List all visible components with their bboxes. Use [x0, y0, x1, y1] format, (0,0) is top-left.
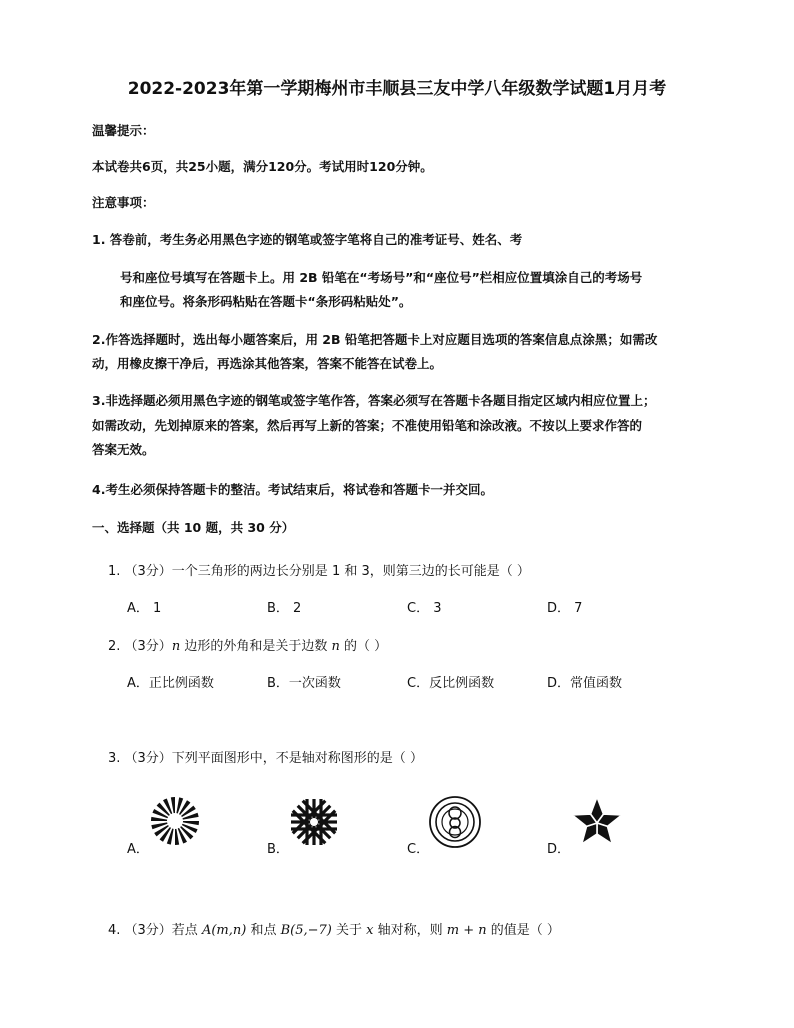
question-3-option-a[interactable]: A．	[127, 842, 149, 857]
concentric-circles-icon	[428, 795, 482, 849]
note-1-line-1: 1. 答卷前，考生务必用黑色字迹的钢笔或签字笔将自己的准考证号、姓名、考	[92, 232, 523, 247]
radial-sunburst-icon	[150, 796, 200, 846]
question-2-option-d[interactable]: D．常值函数	[547, 676, 623, 691]
question-2-option-b[interactable]: B．一次函数	[267, 676, 341, 691]
tips-heading: 温馨提示：	[92, 123, 155, 138]
question-3-option-b[interactable]: B．	[267, 842, 289, 857]
question-2-stem-mid: 边形的外角和是关于边数	[180, 639, 332, 654]
question-4-text: 关于	[331, 923, 367, 938]
note-1-line-2: 号和座位号填写在答题卡上。用 2B 铅笔在“考场号”和“座位号”栏相应位置填涂自己的考场号	[120, 270, 643, 285]
point-a: A(m,n)	[201, 923, 247, 938]
question-3-stem: 3. （3分）下列平面图形中，不是轴对称图形的是（ ）	[108, 751, 423, 766]
section-heading: 一、选择题（共 10 题，共 30 分）	[92, 520, 295, 535]
question-1-option-d[interactable]: D． 7	[547, 601, 583, 616]
question-4-text: 轴对称，则	[373, 923, 447, 938]
page-title: 2022-2023年第一学期梅州市丰顺县三友中学八年级数学试题1月月考	[127, 79, 667, 99]
note-1-line-3: 和座位号。将条形码粘贴在答题卡“条形码粘贴处”。	[120, 294, 412, 309]
question-4-stem	[108, 919, 560, 938]
question-2-stem-end: 的（ ）	[339, 639, 388, 654]
question-1-option-b[interactable]: B． 2	[267, 601, 302, 616]
tips-line: 本试卷共6页，共25小题，满分120分。考试用时120分钟。	[92, 159, 433, 174]
question-1-option-c[interactable]: C． 3	[407, 601, 442, 616]
note-2-line-2: 动，用橡皮擦干净后，再选涂其他答案，答案不能答在试卷上。	[92, 356, 443, 371]
asterisk-cluster-icon	[289, 797, 339, 847]
question-4-text: 的值是（ ）	[486, 923, 560, 938]
question-1-stem: 1. （3分）一个三角形的两边长分别是 1 和 3，则第三边的长可能是（ ）	[108, 564, 530, 579]
question-3-option-c[interactable]: C．	[407, 842, 430, 857]
note-3-line-3: 答案无效。	[92, 442, 155, 457]
question-4-number: 4. （3分）若点	[108, 923, 202, 938]
math-var-n: n	[171, 639, 181, 654]
notes-heading: 注意事项：	[92, 195, 155, 210]
question-3-option-d[interactable]: D．	[547, 842, 571, 857]
point-b: B(5,−7)	[280, 923, 332, 938]
question-2-option-c[interactable]: C．反比例函数	[407, 676, 495, 691]
axis-x: x	[366, 923, 374, 938]
expression-m-plus-n: m + n	[446, 923, 487, 938]
question-2-number: 2. （3分）	[108, 639, 172, 654]
question-2-option-a[interactable]: A．正比例函数	[127, 676, 214, 691]
question-4-text: 和点	[246, 923, 281, 938]
note-3-line-1: 3.非选择题必须用黑色字迹的钢笔或签字笔作答，答案必须写在答题卡各题目指定区域内相应位置上；	[92, 393, 656, 408]
question-1-option-a[interactable]: A． 1	[127, 601, 162, 616]
pentagram-icon	[569, 795, 625, 847]
question-2-stem	[108, 635, 387, 654]
math-var-n: n	[331, 639, 340, 654]
note-4-line-1: 4.考生必须保持答题卡的整洁。考试结束后，将试卷和答题卡一并交回。	[92, 482, 493, 497]
note-3-line-2: 如需改动，先划掉原来的答案，然后再写上新的答案；不准使用铅笔和涂改液。不按以上要求作答的	[92, 418, 643, 433]
note-2-line-1: 2.作答选择题时，选出每小题答案后，用 2B 铅笔把答题卡上对应题目选项的答案信息点涂黑；如需改	[92, 332, 658, 347]
